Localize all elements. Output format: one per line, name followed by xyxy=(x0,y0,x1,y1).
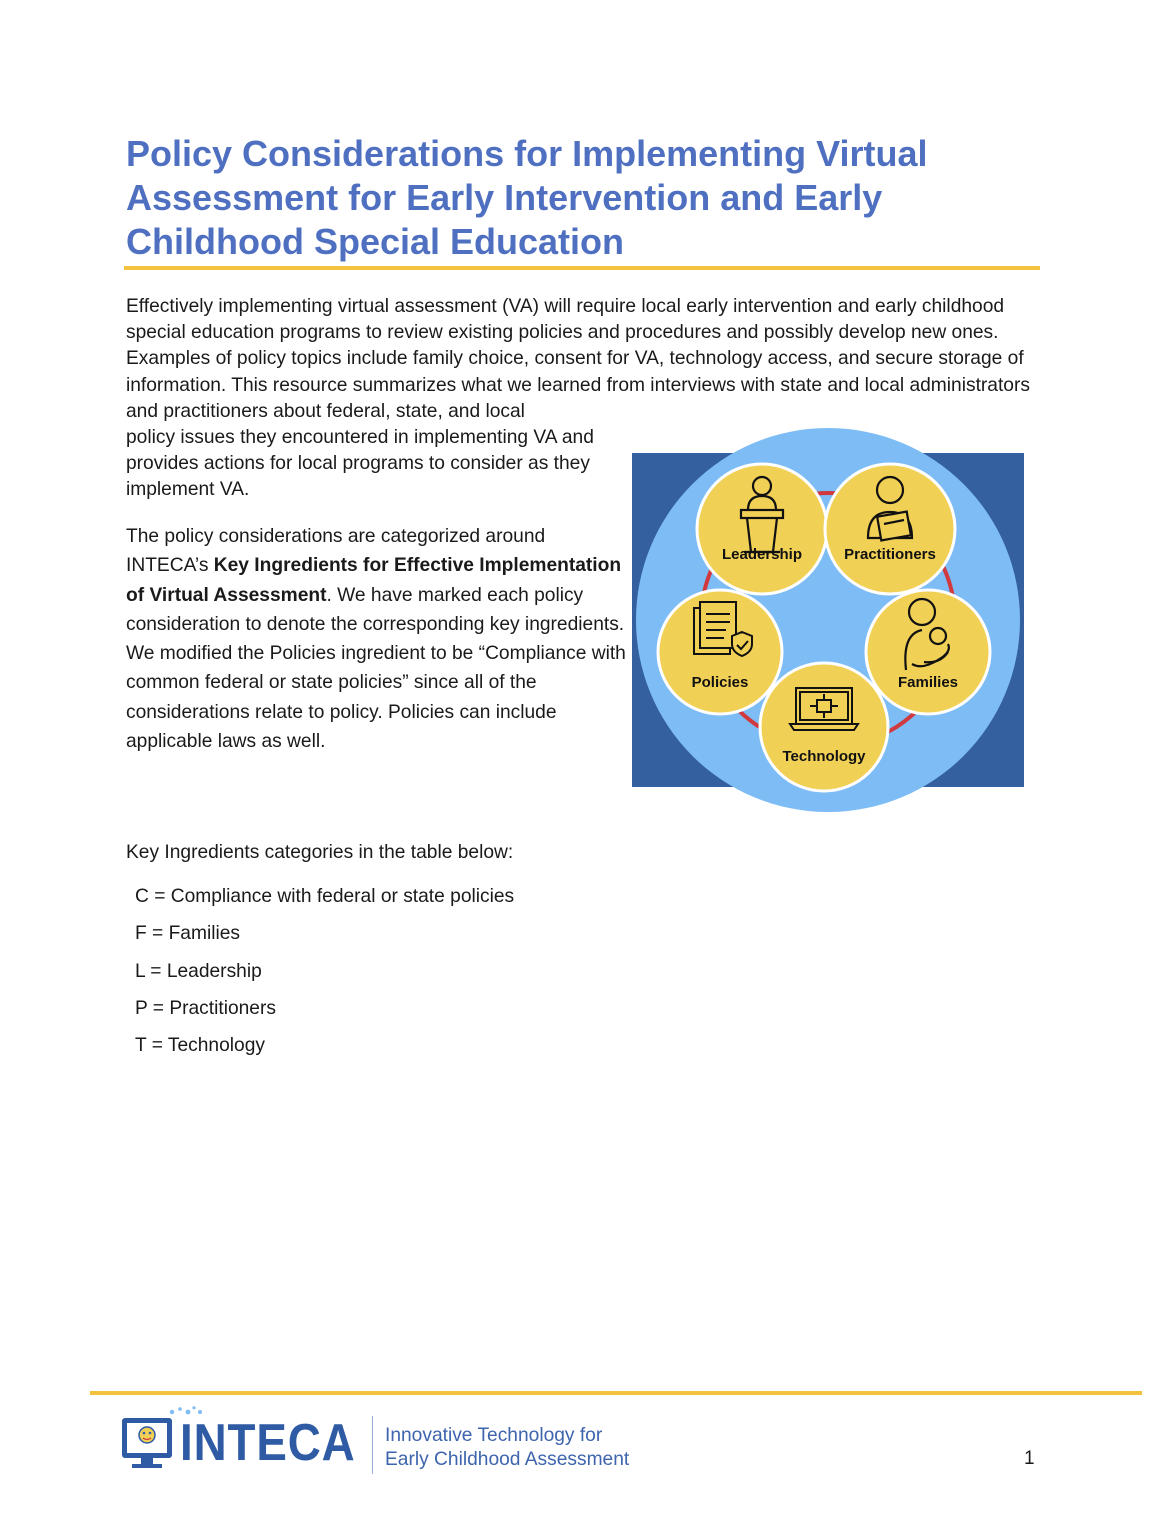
list-item: C = Compliance with federal or state policies xyxy=(135,886,515,907)
considerations-text-end: . We have marked each policy consideration to denote the corresponding key ingredients. We modified the Policies ingredient to be “Compliance with common federal or state policies” since all of the considerations relate to policy. Policies can include applicable laws as well. xyxy=(126,584,626,753)
node-label-technology: Technology xyxy=(782,748,866,765)
list-item: P = Practitioners xyxy=(135,997,276,1019)
key-ingredients-heading: Key Ingredients categories in the table below: xyxy=(126,842,514,863)
node-families xyxy=(866,590,990,714)
tagline-line-1: Innovative Technology for xyxy=(385,1425,603,1446)
considerations-text-start: The policy considerations are categorized around INTECA’s xyxy=(126,526,546,577)
considerations-paragraph xyxy=(126,522,626,756)
footer-divider xyxy=(90,1391,1142,1395)
node-label-families: Families xyxy=(897,674,959,691)
footer-tagline xyxy=(385,1424,629,1472)
page-title: Policy Considerations for Implementing Virtual Assessment for Early Intervention and Early Childhood Special Education xyxy=(126,133,928,262)
key-ingredients-diagram xyxy=(632,426,1024,818)
inteca-wordmark: INTECA xyxy=(180,1414,356,1472)
node-leadership xyxy=(697,464,827,594)
tagline-line-2: Early Childhood Assessment xyxy=(385,1449,630,1470)
list-item: T = Technology xyxy=(135,1035,265,1057)
logo-divider xyxy=(372,1416,373,1474)
node-technology xyxy=(760,663,888,791)
node-label-practitioners: Practitioners xyxy=(844,546,936,563)
intro-paragraph-continued: policy issues they encountered in implementing VA and provides actions for local programs to consider as they implement VA. xyxy=(126,427,594,501)
node-practitioners xyxy=(825,464,955,594)
title-divider xyxy=(124,266,1040,270)
list-item: F = Families xyxy=(135,923,241,945)
key-ingredients-reference: Key Ingredients for Effective Implementation of Virtual Assessment xyxy=(126,555,622,606)
intro-paragraph: Effectively implementing virtual assessment (VA) will require local early intervention and early childhood special education programs to review existing policies and procedures and possibly develop new ones. Examples of policy topics include family choice, consent for VA, technology access, and secure storage of information. This resource summarizes what we learned from interviews with state and local administrators and practitioners about federal, state, and local xyxy=(126,296,1030,422)
page-number: 1 xyxy=(1024,1448,1035,1469)
node-label-policies: Policies xyxy=(691,674,749,691)
list-item: L = Leadership xyxy=(135,960,262,982)
node-label-leadership: Leadership xyxy=(721,546,803,563)
node-policies xyxy=(658,590,782,714)
key-ingredients-list xyxy=(135,878,514,1064)
